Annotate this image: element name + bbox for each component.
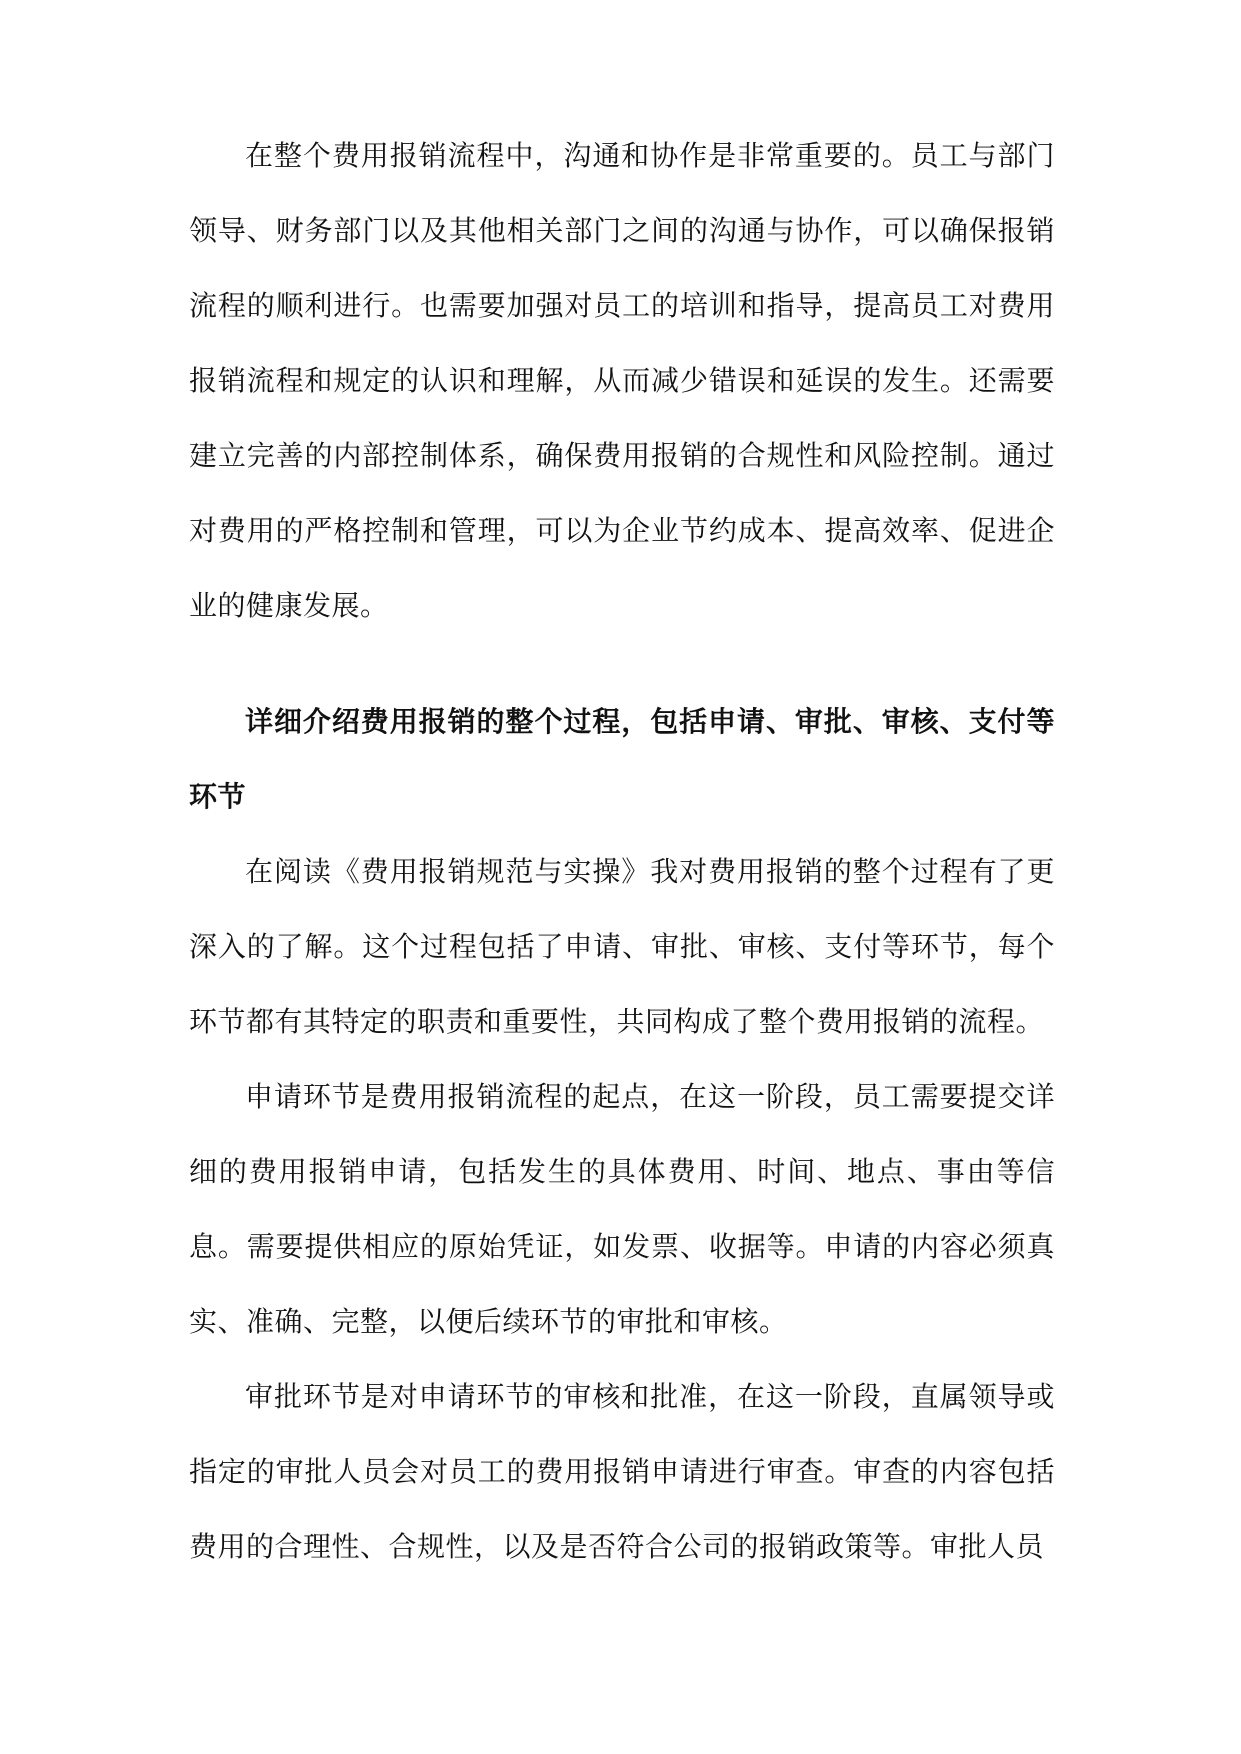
body-paragraph: 在阅读《费用报销规范与实操》我对费用报销的整个过程有了更深入的了解。这个过程包括了申请、审批、审核、支付等环节，每个环节都有其特定的职责和重要性，共同构成了整个费用报销的流程。 xyxy=(189,855,1055,1038)
body-paragraph: 审批环节是对申请环节的审核和批准，在这一阶段，直属领导或指定的审批人员会对员工的费用报销申请进行审查。审查的内容包括费用的合理性、合规性，以及是否符合公司的报销政策等。审批人员 xyxy=(189,1380,1055,1563)
section-heading: 详细介绍费用报销的整个过程，包括申请、审批、审核、支付等环节 xyxy=(189,705,1055,813)
body-paragraph: 在整个费用报销流程中，沟通和协作是非常重要的。员工与部门领导、财务部门以及其他相关部门之间的沟通与协作，可以确保报销流程的顺利进行。也需要加强对员工的培训和指导，提高员工对费用报销流程和规定的认识和理解，从而减少错误和延误的发生。还需要建立完善的内部控制体系，确保费用报销的合规性和风险控制。通过对费用的严格控制和管理，可以为企业节约成本、提高效率、促进企业的健康发展。 xyxy=(189,139,1055,622)
document-page xyxy=(189,118,1055,1584)
body-paragraph: 申请环节是费用报销流程的起点，在这一阶段，员工需要提交详细的费用报销申请，包括发生的具体费用、时间、地点、事由等信息。需要提供相应的原始凭证，如发票、收据等。申请的内容必须真实、准确、完整，以便后续环节的审批和审核。 xyxy=(189,1080,1055,1338)
